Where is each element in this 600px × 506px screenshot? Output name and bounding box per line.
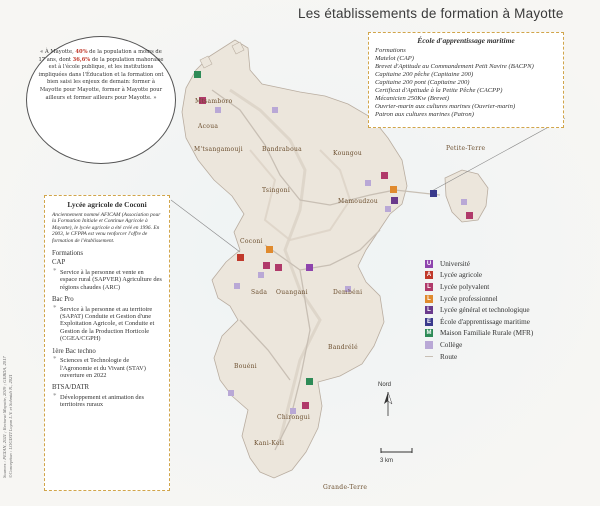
marker-lycee-polyvalent[interactable] (302, 402, 309, 409)
place-name: Sada (251, 289, 268, 296)
legend-label: Lycée agricole (440, 271, 483, 280)
ema-item: Patron aux cultures marines (Patron) (375, 111, 474, 118)
marker-college[interactable] (234, 283, 240, 289)
place-name: Dembéni (333, 289, 363, 296)
place-name: Bandraboua (262, 146, 303, 153)
place-name: Tsingoni (262, 187, 291, 194)
route-icon (425, 356, 433, 357)
marker-college[interactable] (461, 199, 467, 205)
legend-item-lycee-professionnel (425, 293, 575, 305)
marker-lycee-polyvalent[interactable] (381, 172, 388, 179)
map-title: Les établissements de formation à Mayotte (298, 6, 564, 21)
marker-college[interactable] (258, 272, 264, 278)
lycee-title: Lycée agricole de Coconi (67, 200, 147, 209)
legend-label: Route (440, 352, 458, 361)
marker-lycee-polyvalent[interactable] (263, 262, 270, 269)
bactechno-title: 1ère Bac techno (52, 347, 96, 355)
marker-lycee-general[interactable] (391, 197, 398, 204)
place-name: Grande-Terre (323, 484, 368, 491)
marker-college[interactable] (365, 180, 371, 186)
cap-title: CAP (52, 259, 66, 267)
university-icon: U (426, 260, 432, 267)
ema-item: Capitaine 200 pont (Capitaine 200) (375, 79, 470, 86)
ema-title: École d'apprentissage maritime (417, 36, 515, 45)
legend-item-route (425, 351, 575, 363)
ecole-maritime-icon: E (426, 318, 431, 325)
marker-college[interactable] (228, 390, 234, 396)
place-name: M'tsangamouji (194, 146, 243, 153)
quote-bubble (26, 36, 176, 164)
place-name: Koungou (333, 150, 363, 157)
quote-mid: de la population a moins de 17 ans, dont (38, 49, 162, 63)
legend-item-universite (425, 258, 575, 270)
ema-box (368, 32, 564, 128)
marker-college[interactable] (385, 206, 391, 212)
lycee-description: Anciennement nommé AFICAM (Association pour la Formation Initiale et Continue Agricole à Mayotte), le lycée agricole a été créé en 1996. En 2003, le CFPPA est venu renforcer l'offre de formation de l'établissement. (52, 211, 161, 244)
mfr-icon: M (426, 330, 432, 337)
lycee-formations-title: Formations (52, 249, 83, 257)
legend-label: Lycée général et technologique (440, 306, 530, 315)
place-name: Acoua (198, 123, 219, 130)
bactechno-item: * Sciences et Technologie de l'Agronomie et du Vivant (STAV) ouverture en 2022 (52, 357, 162, 379)
source-line: ©Conception : LOGISTI Loyan L.V. et Schmidt N., 2021 (8, 374, 13, 478)
legend (425, 258, 575, 362)
legend-label: Maison Familiale Rurale (MFR) (440, 329, 534, 338)
marker-lycee-professionnel[interactable] (390, 186, 397, 193)
ema-item: Certificat d'Aptitude à la Petite Pêche (CACPP) (375, 87, 503, 94)
marker-college[interactable] (215, 107, 221, 113)
legend-label: Université (440, 259, 470, 268)
legend-label: Lycée polyvalent (440, 282, 490, 291)
quote-stat-2: 36,6% (72, 56, 91, 63)
marker-ecole-maritime[interactable] (430, 190, 437, 197)
legend-item-mfr (425, 328, 575, 340)
place-name: Bandrélé (328, 344, 358, 351)
marker-mfr[interactable] (306, 378, 313, 385)
legend-label: Lycée professionnel (440, 294, 498, 303)
legend-item-lycee-polyvalent (425, 281, 575, 293)
marker-lycee-professionnel[interactable] (266, 246, 273, 253)
marker-university[interactable] (306, 264, 313, 271)
marker-lycee-polyvalent[interactable] (466, 212, 473, 219)
quote-post: de la population mahoraise est à l'école publique, et les institutions impliquées dans l'Éducation et la formation ont bien saisi les enjeux de demain: former à Mayotte pour Mayotte, former à Mayotte pour ailleurs et former ailleurs pour Mayotte. » (38, 56, 164, 101)
marker-lycee-polyvalent[interactable] (275, 264, 282, 271)
btsa-item: * Développement et animation des territoires ruraux (52, 394, 162, 409)
ema-item: Capitaine 200 pêche (Capitaine 200) (375, 71, 474, 78)
legend-item-lycee-agricole (425, 270, 575, 282)
legend-label: École d'apprentissage maritime (440, 317, 530, 326)
scale-label: 3 km (380, 458, 394, 464)
lycee-professionnel-icon: L (425, 295, 433, 303)
btsa-title: BTSA/DATR (52, 384, 90, 392)
bacpro-title: Bac Pro (52, 295, 74, 303)
source-text (2, 356, 14, 478)
lycee-general-icon: L (425, 306, 433, 314)
lycee-coconi-box (44, 195, 170, 491)
ema-formations-title: Formations (375, 47, 406, 54)
ema-item: Brevet d'Aptitude au Commandement Petit Navire (BACPN) (375, 63, 534, 70)
legend-item-lycee-general (425, 304, 575, 316)
lycee-polyvalent-icon: L (425, 283, 433, 291)
ema-item: Matelot (CAP) (375, 55, 415, 62)
legend-item-college (425, 339, 575, 351)
north-label: Nord (378, 382, 392, 388)
place-name: Bouéni (234, 363, 258, 370)
marker-mfr[interactable] (194, 71, 201, 78)
cap-item: * Service à la personne et vente en espace rural (SAPVER) Agriculture des régions chaudes (ARC) (52, 269, 162, 291)
place-name: Coconi (240, 238, 263, 245)
lycee-agricole-icon: A (426, 272, 432, 279)
place-name: Chirongui (277, 414, 311, 421)
marker-college[interactable] (272, 107, 278, 113)
source-line: Sources : PEXAN, 2021 ; Rectorat Mayotte, 2019 ; GEBDA, 2017 (2, 356, 7, 478)
college-icon (425, 341, 433, 349)
place-name: Ouangani (276, 289, 308, 296)
place-name: Mamoudzou (338, 198, 379, 205)
place-name: Mtsamboro (195, 98, 233, 105)
quote-stat-1: 40% (75, 49, 88, 55)
place-name: Petite-Terre (446, 145, 486, 152)
legend-label: Collège (440, 340, 463, 349)
ema-item: Ouvrier-marin aux cultures marines (Ouvrier-marin) (375, 103, 516, 110)
ema-item: Mécanicien 250Kw (Brevet) (375, 95, 450, 102)
marker-lycee-agricole[interactable] (237, 254, 244, 261)
legend-item-ecole-maritime (425, 316, 575, 328)
quote-pre: « À Mayotte, (40, 49, 76, 55)
place-name: Kani-Kéli (254, 440, 285, 447)
bacpro-item: * Service à la personne et au territoire (SAPAT) Conduite et Gestion d'une Exploitation Agricole, et Conduite et Gestion de la Production Horticole (CGEA/CGPH) (52, 306, 162, 343)
